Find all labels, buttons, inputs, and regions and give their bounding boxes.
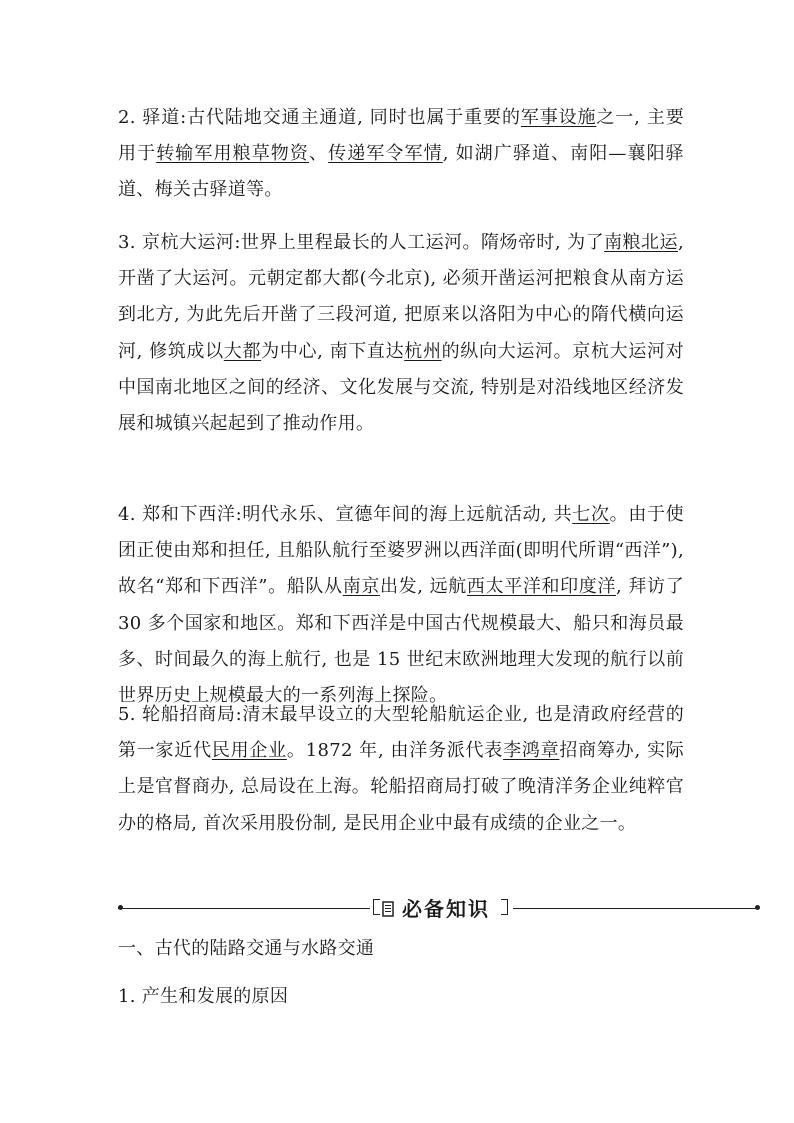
banner-rule-left: [118, 908, 370, 909]
text: 出发, 远航: [379, 576, 467, 598]
underlined-term: 李鸿章: [503, 740, 560, 762]
underlined-term: 西太平洋和印度洋: [466, 576, 617, 598]
section-subheading: 1. 产生和发展的原因: [118, 986, 289, 1007]
text: 为中心, 南下直达: [261, 340, 405, 362]
text: 、: [309, 143, 329, 165]
banner-bracket-left: [373, 899, 380, 915]
underlined-term: 南粮北运: [604, 232, 678, 253]
text: , 如湖广驿道、南阳—襄阳驿道、梅关古驿道等。: [118, 143, 684, 201]
section-heading: 一、古代的陆路交通与水路交通: [118, 938, 375, 959]
item-post-road: [118, 100, 684, 209]
book-icon: [382, 901, 394, 917]
banner-title: 必备知识: [402, 897, 490, 921]
item-china-merchants: [118, 697, 684, 842]
underlined-term: 南京: [342, 576, 380, 598]
text: 5. 轮船招商局:清末最早设立的大型轮船航运企业, 也是清政府经营的第一家近代: [118, 704, 684, 762]
banner-bracket-right: [501, 899, 508, 915]
underlined-term: 转输军用粮草物资: [156, 143, 310, 165]
underlined-term: 传递军令军情: [328, 143, 443, 165]
text: 3. 京杭大运河:世界上里程最长的人工运河。隋炀帝时, 为了: [118, 232, 605, 253]
text: 2. 驿道:古代陆地交通主通道, 同时也属于重要的: [118, 107, 521, 128]
underlined-term: 大都: [223, 340, 262, 362]
text: 4. 郑和下西洋:明代永乐、宣德年间的海上远航活动, 共: [118, 504, 573, 525]
underlined-term: 杭州: [404, 340, 442, 362]
text: , 开凿了大运河。元朝定都大都(今北京), 必须开凿运河把粮食从南方运到北方, 为此先后开凿了三段河道, 把原来以洛阳为中心的隋代横向运河, 修筑成以: [118, 232, 685, 362]
item-grand-canal: [118, 225, 684, 442]
text: 。由于使团正使由郑和担任, 且船队航行至婆罗洲以西洋面(即明代所谓“西洋”), 故名“郑和下西洋”。船队从: [118, 504, 684, 598]
banner-rule-right: [513, 908, 757, 909]
underlined-term: 七次: [572, 504, 610, 525]
text: 之一, 主要用于: [118, 107, 685, 165]
banner-dot: [755, 905, 760, 910]
text: 招商筹办, 实际上是官督商办, 总局设在上海。轮船招商局打破了晚清洋务企业纯粹官办的格局, 首次采用股份制, 是民用企业中最有成绩的企业之一。: [118, 740, 685, 834]
text: , 拜访了 30 多个国家和地区。郑和下西洋是中国古代规模最大、船只和海员最多、时间最久的海上航行, 也是 15 世纪末欧洲地理大发现的航行以前世界历史上规模最大的一系列海上探险。: [118, 576, 684, 707]
text: 。1872 年, 由洋务派代表: [286, 740, 504, 762]
section-banner: [118, 895, 762, 925]
underlined-term: 民用企业: [211, 740, 287, 762]
item-zheng-he: [118, 497, 684, 714]
text: 的纵向大运河。京杭大运河对中国南北地区之间的经济、文化发展与交流, 特别是对沿线地区经济发展和城镇兴起起到了推动作用。: [118, 340, 684, 435]
underlined-term: 军事设施: [520, 107, 597, 128]
